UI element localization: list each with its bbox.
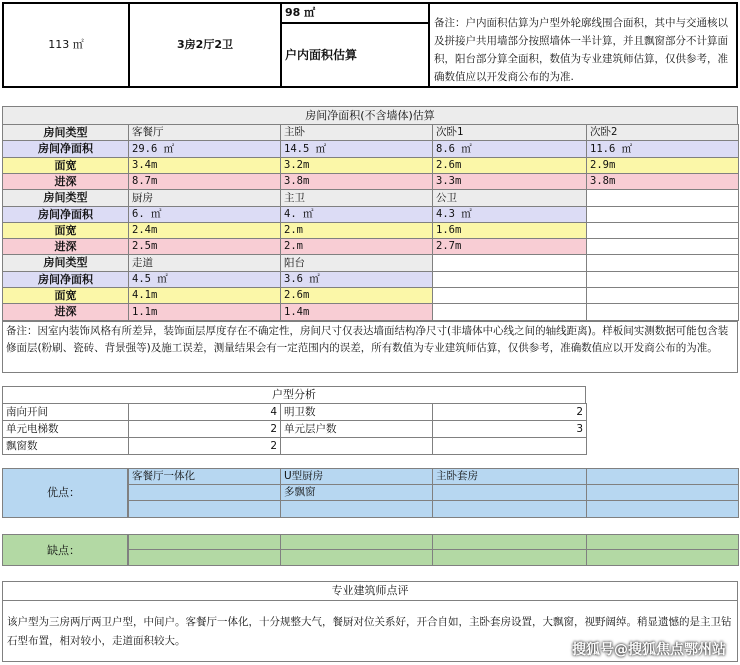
room-area-cell: 29.6 ㎡ [128, 140, 281, 158]
cons-item [432, 549, 587, 566]
indoor-area-label: 户内面积估算 [285, 48, 358, 62]
pros-empty-cell [280, 500, 433, 518]
cons-item [280, 534, 433, 550]
room-width-cell [432, 287, 587, 304]
room-width-cell [586, 222, 739, 239]
room-label-area: 房间净面积 [2, 271, 129, 288]
pros-label-cell [2, 468, 128, 518]
room-type-cell: 客餐厅 [128, 124, 281, 141]
room-area-cell: 8.6 ㎡ [432, 140, 587, 158]
room-label-type: 房间类型 [2, 254, 129, 272]
room-label-depth: 进深 [2, 173, 129, 190]
pros-empty-cell [128, 500, 281, 518]
room-label-width: 面宽 [2, 157, 129, 174]
pros-item [586, 468, 739, 485]
pros-item [128, 484, 281, 501]
room-depth-cell: 2.m [280, 238, 433, 255]
room-type-cell: 公卫 [432, 189, 587, 207]
review-title-text: 专业建筑师点评 [331, 584, 409, 597]
room-width-cell: 2.4m [128, 222, 281, 239]
room-depth-cell: 1.1m [128, 303, 281, 321]
room-area-cell: 6. ㎡ [128, 206, 281, 223]
pros-item: 主卧套房 [432, 468, 587, 485]
analysis-key: 飘窗数 [2, 437, 129, 455]
room-type-cell: 厨房 [128, 189, 281, 207]
cons-item [128, 534, 281, 550]
analysis-key: 明卫数 [280, 403, 433, 421]
room-width-cell [586, 287, 739, 304]
layout-cell [128, 2, 282, 88]
analysis-value: 4 [128, 403, 281, 421]
pros-item: 多飘窗 [280, 484, 433, 501]
room-width-cell: 2.m [280, 222, 433, 239]
rooms-note-cell [2, 321, 738, 373]
room-label-type: 房间类型 [2, 124, 129, 141]
analysis-value [432, 437, 587, 455]
analysis-value: 3 [432, 420, 587, 438]
indoor-area-value: 98 ㎡ [285, 6, 316, 19]
room-label-area: 房间净面积 [2, 206, 129, 223]
room-label-width: 面宽 [2, 287, 129, 304]
room-area-cell: 4. ㎡ [280, 206, 433, 223]
room-depth-cell: 3.8m [280, 173, 433, 190]
review-title [2, 581, 738, 601]
room-type-cell: 次卧2 [586, 124, 739, 141]
room-type-cell [586, 189, 739, 207]
room-width-cell: 4.1m [128, 287, 281, 304]
cons-item [586, 549, 739, 566]
analysis-title-text: 户型分析 [272, 388, 316, 401]
pros-empty-cell [432, 500, 587, 518]
room-area-cell: 4.3 ㎡ [432, 206, 587, 223]
layout-type: 3房2厅2卫 [177, 38, 233, 51]
room-depth-cell [586, 303, 739, 321]
analysis-key: 南向开间 [2, 403, 129, 421]
room-depth-cell [432, 303, 587, 321]
room-label-depth: 进深 [2, 238, 129, 255]
total-area: 113 ㎡ [48, 38, 84, 51]
cons-label-cell [2, 534, 128, 566]
room-type-cell: 阳台 [280, 254, 433, 272]
review-text: 该户型为三房两厅两卫户型，中间户。客餐厅一体化，十分规整大气，餐厨对位关系好，开合自如，主卧套房设置，大飘窗，视野阔绰。稍显遗憾的是主卫钻石型布置，相对较小，走道面积较大。 [7, 616, 732, 647]
room-depth-cell: 8.7m [128, 173, 281, 190]
cons-item [128, 549, 281, 566]
pros-item: U型厨房 [280, 468, 433, 485]
room-type-cell [586, 254, 739, 272]
room-depth-cell: 3.3m [432, 173, 587, 190]
room-depth-cell: 2.5m [128, 238, 281, 255]
room-width-cell: 3.4m [128, 157, 281, 174]
room-type-cell [432, 254, 587, 272]
analysis-value: 2 [432, 403, 587, 421]
pros-item [432, 484, 587, 501]
room-depth-cell: 2.7m [432, 238, 587, 255]
room-area-cell [432, 271, 587, 288]
pros-label: 优点： [47, 486, 80, 499]
room-type-cell: 主卫 [280, 189, 433, 207]
room-depth-cell: 1.4m [280, 303, 433, 321]
total-area-cell [2, 2, 130, 88]
rooms-title-text: 房间净面积(不含墙体)估算 [305, 109, 435, 122]
cons-item [280, 549, 433, 566]
room-area-cell [586, 206, 739, 223]
room-label-depth: 进深 [2, 303, 129, 321]
analysis-key: 单元层户数 [280, 420, 433, 438]
pros-item [586, 484, 739, 501]
indoor-area-label-cell [280, 22, 430, 88]
room-type-cell: 次卧1 [432, 124, 587, 141]
analysis-value: 2 [128, 420, 281, 438]
analysis-key: 单元电梯数 [2, 420, 129, 438]
room-type-cell: 走道 [128, 254, 281, 272]
room-depth-cell [586, 238, 739, 255]
room-area-cell: 14.5 ㎡ [280, 140, 433, 158]
room-area-cell: 4.5 ㎡ [128, 271, 281, 288]
watermark: 搜狐号@搜狐焦点鄂州站 [572, 642, 726, 658]
room-width-cell: 1.6m [432, 222, 587, 239]
room-label-area: 房间净面积 [2, 140, 129, 158]
cons-item [586, 534, 739, 550]
room-width-cell: 2.6m [280, 287, 433, 304]
indoor-area-value-cell [280, 2, 430, 24]
analysis-title [2, 386, 586, 404]
rooms-title [2, 106, 738, 125]
cons-label: 缺点： [47, 544, 80, 557]
pros-empty-cell [586, 500, 739, 518]
analysis-value: 2 [128, 437, 281, 455]
rooms-note: 备注：因室内装饰风格有所差异，装饰面层厚度存在不确定性，房间尺寸仅表达墙面结构净尺寸(非墙体中心线之间的轴线距离)。样板间实测数据可能包含装修面层(粉刷、瓷砖、背景强等)及施工误差，测量结果会有一定范围内的误差，所有数值为专业建筑师估算，仅供参考，准确数值应以开发商公布的为准。 [6, 325, 729, 354]
room-label-type: 房间类型 [2, 189, 129, 207]
room-depth-cell: 3.8m [586, 173, 739, 190]
analysis-key [280, 437, 433, 455]
room-width-cell: 2.6m [432, 157, 587, 174]
room-type-cell: 主卧 [280, 124, 433, 141]
header-note: 备注：户内面积估算为户型外轮廓线围合面积，其中与交通核以及拼接户共用墙部分按照墙体一半计算，并且飘窗部分不计算面积，阳台部分算全面积，数值为专业建筑师估算，仅供参考，准确数值应以开发商公布的为准. [434, 17, 728, 83]
pros-item: 客餐厅一体化 [128, 468, 281, 485]
room-width-cell: 2.9m [586, 157, 739, 174]
room-label-width: 面宽 [2, 222, 129, 239]
room-area-cell: 11.6 ㎡ [586, 140, 739, 158]
room-area-cell: 3.6 ㎡ [280, 271, 433, 288]
room-width-cell: 3.2m [280, 157, 433, 174]
header-note-cell [428, 2, 738, 88]
cons-item [432, 534, 587, 550]
room-area-cell [586, 271, 739, 288]
